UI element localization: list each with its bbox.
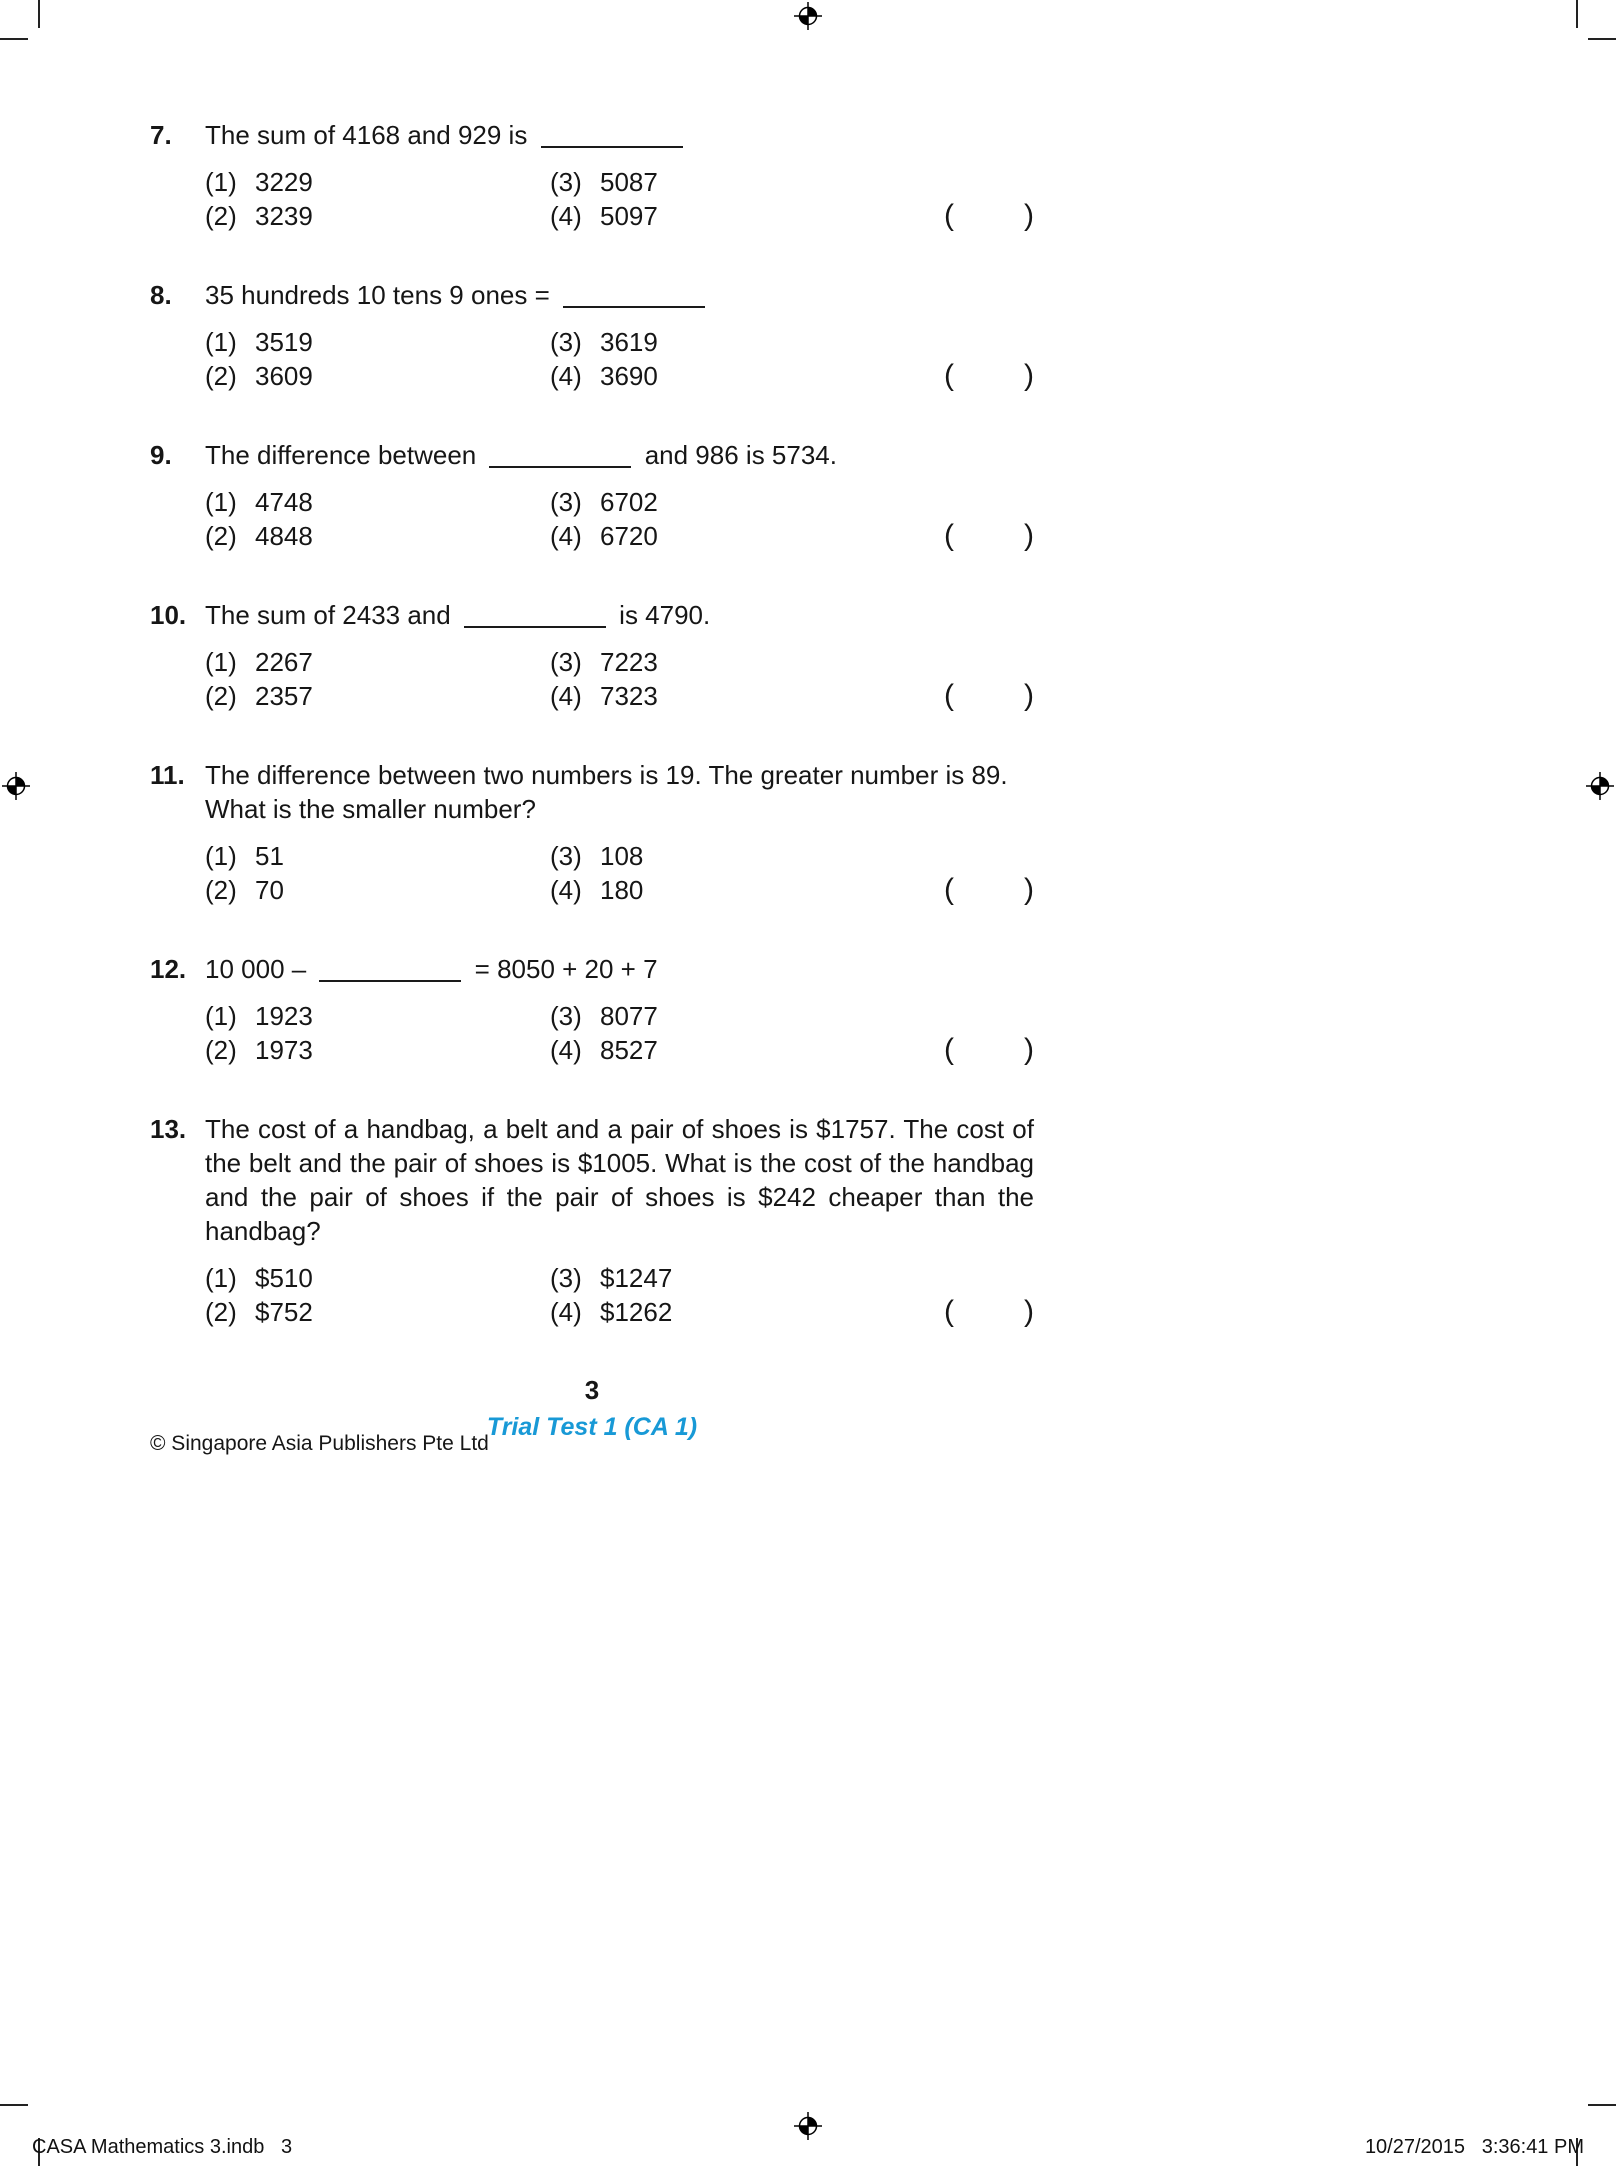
- option: [550, 359, 895, 393]
- options-row: [205, 485, 1034, 519]
- option-label: (4): [550, 361, 582, 391]
- option-value: $1262: [600, 1297, 673, 1327]
- option-label: (4): [550, 875, 582, 905]
- question: [150, 758, 1034, 907]
- answer-bracket-close: ): [1024, 1295, 1034, 1328]
- stem-text: The difference between: [205, 440, 484, 470]
- answer-blank: [541, 120, 683, 148]
- option-value: 51: [255, 841, 284, 871]
- crop-mark: [1588, 2104, 1616, 2106]
- option-label: (1): [205, 841, 237, 871]
- crop-mark: [1576, 0, 1578, 28]
- answer-bracket-open: (: [944, 679, 954, 712]
- option-label: (1): [205, 327, 237, 357]
- test-title: Trial Test 1 (CA 1): [486, 1413, 698, 1441]
- question-stem: [205, 118, 1034, 152]
- registration-mark: [794, 2112, 822, 2140]
- option-label: (4): [550, 201, 582, 231]
- question-stem: [205, 1112, 1034, 1248]
- option-label: (4): [550, 521, 582, 551]
- question-number: 8.: [150, 280, 172, 310]
- question-body: [205, 1112, 1034, 1329]
- option-label: (2): [205, 681, 237, 711]
- option-label: (2): [205, 361, 237, 391]
- option-value: 5097: [600, 201, 658, 231]
- question-number: 7.: [150, 120, 172, 150]
- answer-blank: [464, 600, 606, 628]
- answer-bracket: [944, 519, 1034, 553]
- options: [205, 1261, 1034, 1329]
- question: [150, 598, 1034, 713]
- option: [205, 1033, 550, 1067]
- option: [205, 873, 550, 907]
- option-label: (2): [205, 201, 237, 231]
- option-label: (1): [205, 1263, 237, 1293]
- questions-list: [150, 118, 1034, 1374]
- options-row: [205, 519, 1034, 553]
- option: [550, 519, 895, 553]
- options-row: [205, 199, 1034, 233]
- option-value: 3229: [255, 167, 313, 197]
- question-number: 9.: [150, 440, 172, 470]
- options-row: [205, 1261, 1034, 1295]
- question: [150, 952, 1034, 1067]
- option: [205, 1295, 550, 1329]
- option-value: 4748: [255, 487, 313, 517]
- option-label: (3): [550, 1001, 582, 1031]
- answer-bracket-open: (: [944, 199, 954, 232]
- option: [550, 999, 895, 1033]
- copyright-notice: © Singapore Asia Publishers Pte Ltd: [150, 1432, 489, 1455]
- options: [205, 839, 1034, 907]
- option: [205, 645, 550, 679]
- option: [205, 1261, 550, 1295]
- page-number: 3: [584, 1375, 600, 1405]
- answer-bracket-open: (: [944, 359, 954, 392]
- options-row: [205, 1295, 1034, 1329]
- question-stem: [205, 438, 1034, 472]
- option: [205, 679, 550, 713]
- question-stem: [205, 758, 1034, 826]
- crop-mark: [0, 38, 28, 40]
- option-value: $1247: [600, 1263, 673, 1293]
- option-label: (4): [550, 681, 582, 711]
- option: [550, 199, 895, 233]
- answer-bracket-close: ): [1024, 359, 1034, 392]
- print-timestamp: 10/27/2015 3:36:41 PM: [1364, 2136, 1584, 2158]
- question-body: [205, 758, 1034, 907]
- question: [150, 438, 1034, 553]
- option-label: (4): [550, 1297, 582, 1327]
- option: [550, 645, 895, 679]
- crop-mark: [0, 2104, 28, 2106]
- options-row: [205, 999, 1034, 1033]
- option-value: 8077: [600, 1001, 658, 1031]
- options-row: [205, 873, 1034, 907]
- option-label: (1): [205, 487, 237, 517]
- options: [205, 999, 1034, 1067]
- option-value: 108: [600, 841, 644, 871]
- stem-text: is 4790.: [611, 600, 711, 630]
- crop-mark: [38, 0, 40, 28]
- print-filename: CASA Mathematics 3.indb 3: [32, 2136, 293, 2158]
- answer-bracket-close: ): [1024, 679, 1034, 712]
- option-value: 2267: [255, 647, 313, 677]
- option: [205, 519, 550, 553]
- option: [550, 839, 895, 873]
- option-value: 2357: [255, 681, 313, 711]
- option-label: (2): [205, 1035, 237, 1065]
- option-label: (4): [550, 1035, 582, 1065]
- option: [550, 1261, 895, 1295]
- option-label: (3): [550, 1263, 582, 1293]
- registration-mark: [1586, 772, 1614, 800]
- option: [205, 165, 550, 199]
- answer-bracket-open: (: [944, 1295, 954, 1328]
- answer-bracket: [944, 359, 1034, 393]
- option-value: 3690: [600, 361, 658, 391]
- options: [205, 165, 1034, 233]
- option-value: 180: [600, 875, 644, 905]
- registration-mark: [2, 772, 30, 800]
- answer-blank: [489, 440, 631, 468]
- answer-blank: [563, 280, 705, 308]
- option: [550, 873, 895, 907]
- question-number: 11.: [150, 760, 185, 790]
- stem-text: The difference between two numbers is 19. The greater number is 89.: [205, 760, 1008, 790]
- answer-bracket: [944, 1295, 1034, 1329]
- option-value: 1923: [255, 1001, 313, 1031]
- option-value: 7323: [600, 681, 658, 711]
- option-value: 3519: [255, 327, 313, 357]
- question-body: [205, 118, 1034, 233]
- option-value: $510: [255, 1263, 313, 1293]
- question: [150, 118, 1034, 233]
- stem-text: The sum of 2433 and: [205, 600, 458, 630]
- options: [205, 485, 1034, 553]
- answer-bracket-open: (: [944, 519, 954, 552]
- option-label: (3): [550, 647, 582, 677]
- answer-bracket-close: ): [1024, 199, 1034, 232]
- option: [550, 1033, 895, 1067]
- option-value: 4848: [255, 521, 313, 551]
- options-row: [205, 1033, 1034, 1067]
- option-value: $752: [255, 1297, 313, 1327]
- option-value: 8527: [600, 1035, 658, 1065]
- answer-bracket: [944, 873, 1034, 907]
- question-number: 13.: [150, 1114, 187, 1144]
- answer-bracket-open: (: [944, 1033, 954, 1066]
- options-row: [205, 325, 1034, 359]
- crop-mark: [1588, 38, 1616, 40]
- option-label: (1): [205, 647, 237, 677]
- options-row: [205, 359, 1034, 393]
- stem-text: The cost of a handbag, a belt and a pair of shoes is $1757. The cost of the belt and the pair of shoes is $1005. What is the cost of the handbag and the pair of shoes if the pair of shoes is $242 cheaper than the handbag?: [205, 1114, 1034, 1246]
- option-label: (2): [205, 875, 237, 905]
- option-label: (3): [550, 167, 582, 197]
- answer-bracket-close: ): [1024, 1033, 1034, 1066]
- stem-text: 10 000 –: [205, 954, 314, 984]
- registration-mark: [794, 2, 822, 30]
- stem-text: = 8050 + 20 + 7: [467, 954, 658, 984]
- stem-text: 35 hundreds 10 tens 9 ones =: [205, 280, 557, 310]
- option-label: (2): [205, 1297, 237, 1327]
- option: [550, 325, 895, 359]
- question: [150, 278, 1034, 393]
- question-stem: [205, 598, 1034, 632]
- options: [205, 645, 1034, 713]
- option: [550, 485, 895, 519]
- option-label: (2): [205, 521, 237, 551]
- options: [205, 325, 1034, 393]
- option-label: (1): [205, 1001, 237, 1031]
- answer-bracket-close: ): [1024, 873, 1034, 906]
- option: [550, 1295, 895, 1329]
- answer-bracket: [944, 679, 1034, 713]
- question-body: [205, 278, 1034, 393]
- answer-bracket-open: (: [944, 873, 954, 906]
- answer-bracket-close: ): [1024, 519, 1034, 552]
- option: [205, 325, 550, 359]
- option: [205, 199, 550, 233]
- answer-blank: [319, 954, 461, 982]
- option: [205, 839, 550, 873]
- answer-bracket: [944, 1033, 1034, 1067]
- option-value: 5087: [600, 167, 658, 197]
- option-value: 3609: [255, 361, 313, 391]
- option: [205, 485, 550, 519]
- option-value: 6720: [600, 521, 658, 551]
- option: [205, 999, 550, 1033]
- question: [150, 1112, 1034, 1329]
- question-body: [205, 598, 1034, 713]
- options-row: [205, 165, 1034, 199]
- option: [205, 359, 550, 393]
- option: [550, 165, 895, 199]
- options-row: [205, 839, 1034, 873]
- options-row: [205, 645, 1034, 679]
- question-stem: [205, 952, 1034, 986]
- question-body: [205, 952, 1034, 1067]
- stem-text: The sum of 4168 and 929 is: [205, 120, 535, 150]
- option: [550, 679, 895, 713]
- option-value: 7223: [600, 647, 658, 677]
- stem-text: What is the smaller number?: [205, 794, 536, 824]
- answer-bracket: [944, 199, 1034, 233]
- option-value: 3619: [600, 327, 658, 357]
- option-label: (1): [205, 167, 237, 197]
- option-label: (3): [550, 327, 582, 357]
- option-value: 3239: [255, 201, 313, 231]
- option-label: (3): [550, 841, 582, 871]
- question-body: [205, 438, 1034, 553]
- option-value: 1973: [255, 1035, 313, 1065]
- option-label: (3): [550, 487, 582, 517]
- option-value: 6702: [600, 487, 658, 517]
- question-number: 10.: [150, 600, 187, 630]
- question-number: 12.: [150, 954, 187, 984]
- option-value: 70: [255, 875, 284, 905]
- question-stem: [205, 278, 1034, 312]
- options-row: [205, 679, 1034, 713]
- stem-text: and 986 is 5734.: [637, 440, 837, 470]
